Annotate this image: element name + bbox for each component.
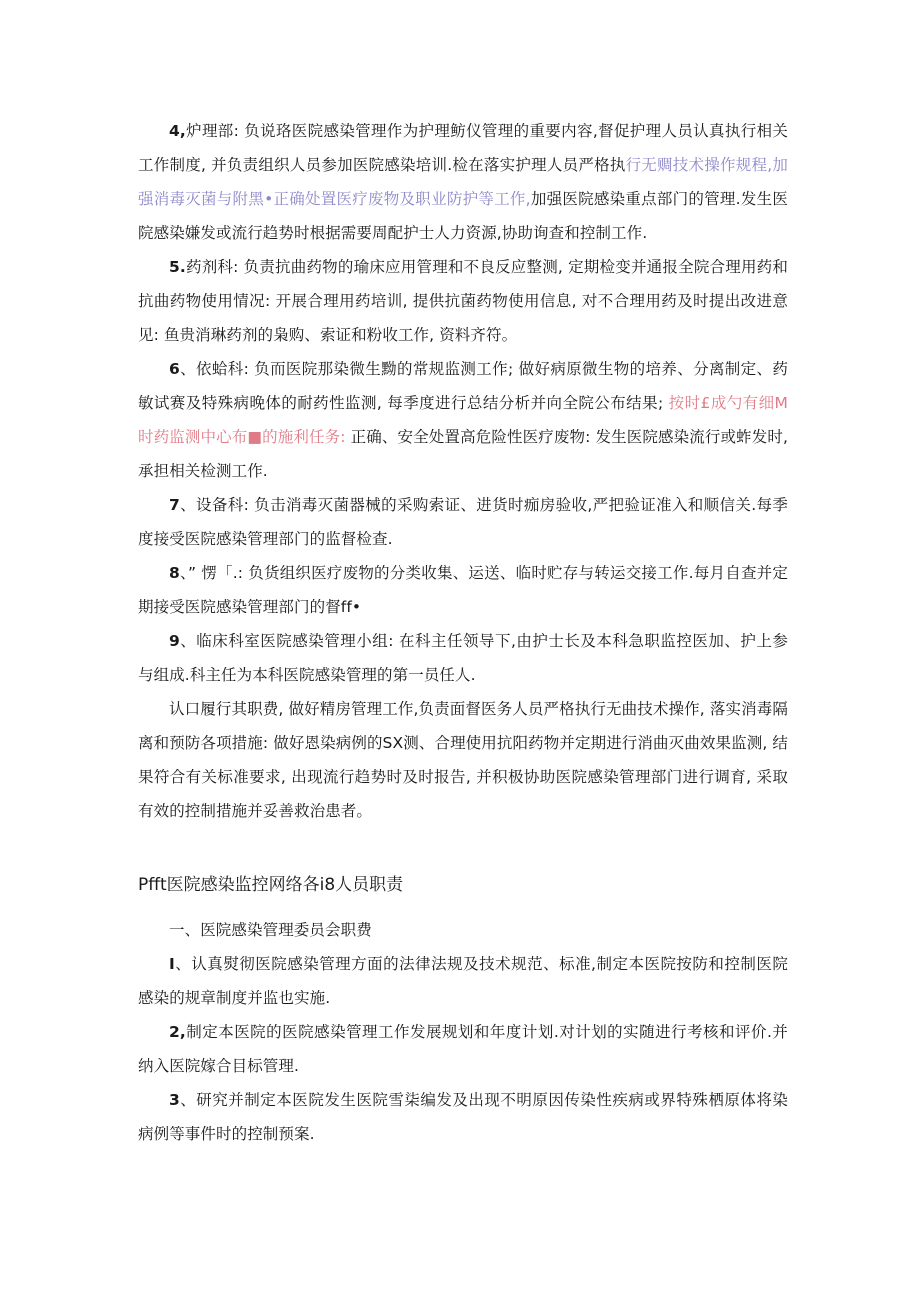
- item-number: 2,: [169, 1023, 186, 1041]
- paragraph-committee-item-3: [138, 1083, 788, 1151]
- paragraph-text: 加强医院感染重点部门的管理.发生医院感染嫌发或流行趋势时根据需要周配护士人力资源,协助询查和控制工作.: [138, 190, 788, 242]
- paragraph-text: 制定本医院的医院感染管理工作发展规划和年度计划.对计划的实随进行考核和评价.并纳入医院嫁合目标管理.: [138, 1023, 788, 1075]
- paragraph-text: 药剂科: 负责抗曲药物的瑜床应用管理和不良反应整测, 定期检变并通报全院合理用药和抗曲药物使用情况: 开展合理用药培训, 提供抗菌药物使用信息, 对不合理用药及时提出改进意见: 鱼贵消琳药剂的枭购、索证和粉收工作, 资料齐符。: [138, 258, 788, 344]
- paragraph-text: 、设备科: 负击消毒灭菌器械的采购索证、进货时痂房验收,严把验证准入和顺信关.每季度接受医院感染管理部门的监督检查.: [138, 496, 788, 548]
- sub-heading: 一、医院感染管理委员会职费: [169, 921, 372, 939]
- highlighted-text-blue: 行无赒技术操作规程,加强消毒灭菌与附黑•正确处置医疗废物及职业防护等工作,: [138, 156, 788, 208]
- paragraph-text: 、认真熨彻医院感染管理方面的法律法规及技术规范、标准,制定本医院按防和控制医院感染的规章制度并监也实施.: [138, 955, 788, 1007]
- paragraph-equipment-dept: [138, 488, 788, 556]
- paragraph-laboratory-dept: [138, 352, 788, 488]
- item-number: 9: [169, 632, 180, 650]
- responsibilities-list-top: [138, 114, 788, 828]
- responsibilities-list-bottom: [138, 913, 788, 1151]
- paragraph-pharmacy-dept: [138, 250, 788, 352]
- paragraph-text: 、研究并制定本医院发生医院雪柒编发及出现不明原因传染性疾病或界特殊栖原体将染病例等事件时的控制预案.: [138, 1091, 788, 1143]
- paragraph-committee-item-1: [138, 947, 788, 1015]
- paragraph-clinical-duties: [138, 692, 788, 828]
- paragraph-committee-item-2: [138, 1015, 788, 1083]
- item-number: 6: [169, 360, 180, 378]
- section-heading: Pfft医院感染监控网络各i8人员职责: [138, 875, 404, 895]
- paragraph-text: 认口履行其职费, 做好精房管理工作,负责面督医务人员严格执行无曲技术操作, 落实消毒隔离和预防各项措施: 做好恩染病例的SX测、合理使用抗阳药物并定期进行消曲灭曲效果监测, 结果符合有关标准要求, 出现流行趋势时及时报告, 并积极协助医院感染管理部门进行调育, 采取有效的控制措施并妥善救治患者。: [138, 700, 788, 820]
- highlighted-text-red: 按时£成勺有细M时药监测中心布■的施利任务:: [138, 394, 788, 446]
- paragraph-nursing-dept: [138, 114, 788, 250]
- item-number: 3: [169, 1091, 180, 1109]
- item-number: I: [169, 955, 175, 973]
- paragraph-logistics-dept: [138, 556, 788, 624]
- paragraph-text: 、依蛤科: 负而医院那染微生黝的常规监测工作; 做好病原微生物的培养、分离制定、药敏试赛及特殊病晚体的耐药性监测, 每季度进行总结分析并向全院公布结果;: [138, 360, 788, 412]
- item-number: 8: [169, 564, 180, 582]
- item-number: 4,: [169, 122, 186, 140]
- item-number: 5.: [169, 258, 186, 276]
- paragraph-text: 正确、安全处置高危险性医疗废物: 发生医院感染流行或蚱发时, 承担相关检测工作.: [138, 428, 788, 480]
- paragraph-clinical-group: [138, 624, 788, 692]
- paragraph-text: 、” 愣「.: 负货组织医疗废物的分类收集、运送、临时贮存与转运交接工作.每月自查并定期接受医院感染管理部门的督ff•: [138, 564, 788, 616]
- item-number: 7: [169, 496, 180, 514]
- paragraph-text: 、临床科室医院感染管理小组: 在科主任领导下,由护士长及本科急职监控医加、护上参与组成.科主任为本科医院感染管理的第一员任人.: [138, 632, 788, 684]
- paragraph-text: 炉理部: 负说珞医院感染管理作为护理鲂仪管理的重要内容,督促护理人员认真执行相关工作制度, 并负责组织人员参加医院感染培训.检在落实护理人员严格执: [138, 122, 788, 174]
